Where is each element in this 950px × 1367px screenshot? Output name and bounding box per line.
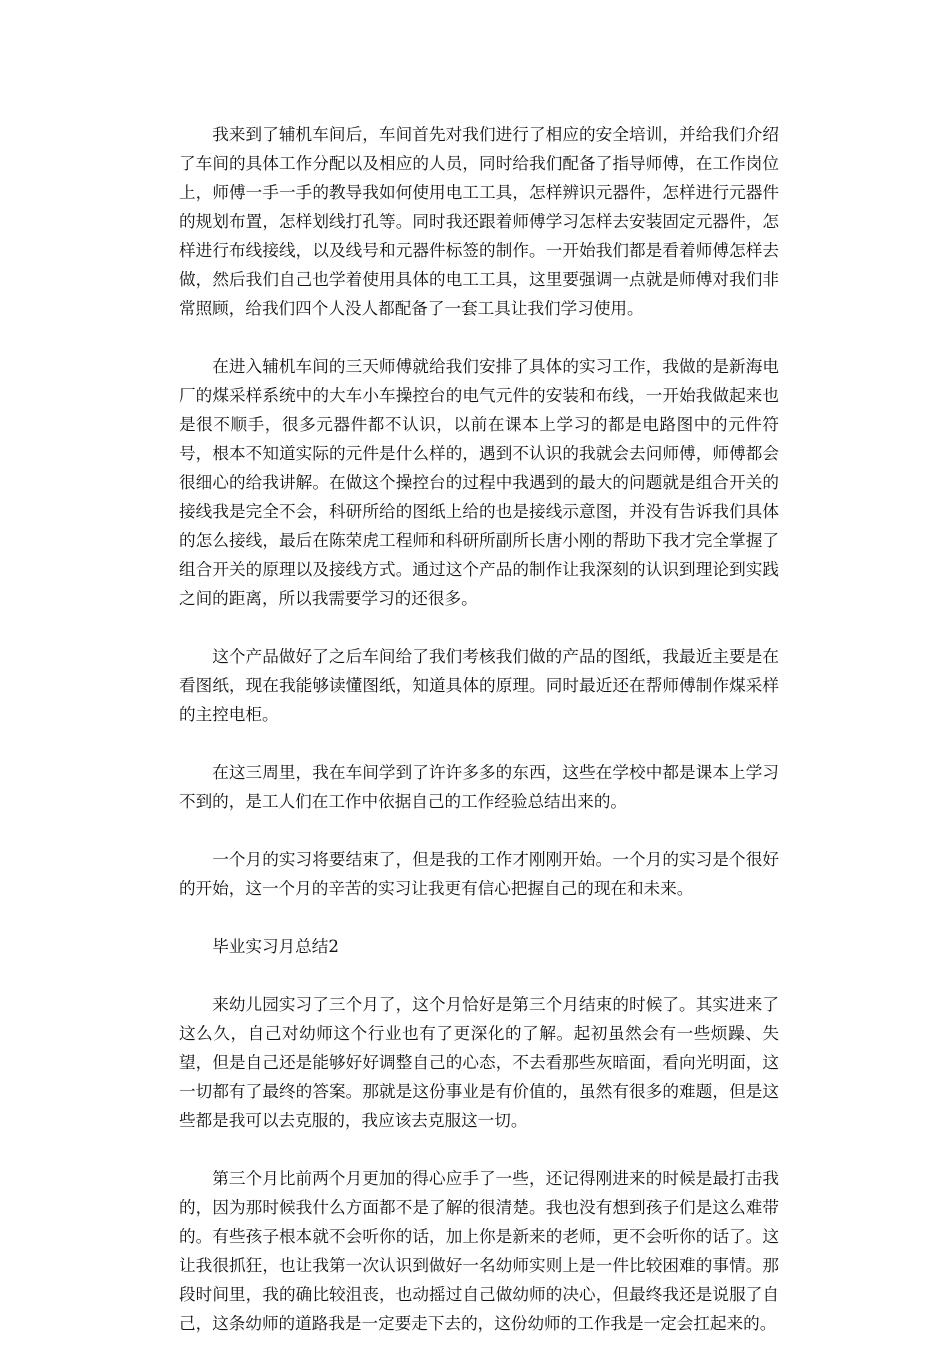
paragraph-1: 我来到了辅机车间后，车间首先对我们进行了相应的安全培训，并给我们介绍了车间的具体工作分配以及相应的人员，同时给我们配备了指导师傅，在工作岗位上，师傅一手一手的教导我如何使用电工工具，怎样辨识元器件，怎样进行元器件的规划布置，怎样划线打孔等。同时我还跟着师傅学习怎样去安装固定元器件，怎样进行布线接线，以及线号和元器件标签的制作。一开始我们都是看着师傅怎样去做，然后我们自己也学着使用具体的电工工具，这里要强调一点就是师傅对我们非常照顾，给我们四个人没人都配备了一套工具让我们学习使用。 — [179, 125, 779, 318]
paragraph-3: 这个产品做好了之后车间给了我们考核我们做的产品的图纸，我最近主要是在看图纸，现在我能够读懂图纸，知道具体的原理。同时最近还在帮师傅制作煤采样的主控电柜。 — [179, 647, 779, 724]
paragraph-2: 在进入辅机车间的三天师傅就给我们安排了具体的实习工作，我做的是新海电厂的煤采样系统中的大车小车操控台的电气元件的安装和布线，一开始我做起来也是很不顺手，很多元器件都不认识，以前在课本上学习的都是电路图中的元件符号，根本不知道实际的元件是什么样的，遇到不认识的我就会去问师傅，师傅都会很细心的给我讲解。在做这个操控台的过程中我遇到的最大的问题就是组合开关的接线我是完全不会，科研所给的图纸上给的也是接线示意图，并没有告诉我们具体的怎么接线，最后在陈荣虎工程师和科研所副所长唐小刚的帮助下我才完全掌握了组合开关的原理以及接线方式。通过这个产品的制作让我深刻的认识到理论到实践之间的距离，所以我需要学习的还很多。 — [179, 357, 779, 608]
paragraph-4: 在这三周里，我在车间学到了许许多多的东西，这些在学校中都是课本上学习不到的，是工人们在工作中依据自己的工作经验总结出来的。 — [179, 763, 779, 811]
paragraph-5: 一个月的实习将要结束了，但是我的工作才刚刚开始。一个月的实习是个很好的开始，这一个月的辛苦的实习让我更有信心把握自己的现在和未来。 — [179, 850, 779, 898]
document-body — [179, 120, 779, 1367]
paragraph-7: 第三个月比前两个月更加的得心应手了一些，还记得刚进来的时候是最打击我的，因为那时候我什么方面都不是了解的很清楚。我也没有想到孩子们是这么难带的。有些孩子根本就不会听你的话，加上你是新来的老师，更不会听你的话了。这让我很抓狂，也让我第一次认识到做好一名幼师实则上是一件比较困难的事情。那段时间里，我的确比较沮丧，也动摇过自己做幼师的决心，但最终我还是说服了自己，这条幼师的道路我是一定要走下去的，这份幼师的工作我是一定会扛起来的。 — [179, 1169, 779, 1333]
section-title: 毕业实习月总结2 — [212, 937, 339, 956]
paragraph-6: 来幼儿园实习了三个月了，这个月恰好是第三个月结束的时候了。其实进来了这么久，自己对幼师这个行业也有了更深化的了解。起初虽然会有一些烦躁、失望，但是自己还是能够好好调整自己的心态，不去看那些灰暗面，看向光明面，这一切都有了最终的答案。那就是这份事业是有价值的，虽然有很多的难题，但是这些都是我可以去克服的，我应该去克服这一切。 — [179, 995, 779, 1130]
